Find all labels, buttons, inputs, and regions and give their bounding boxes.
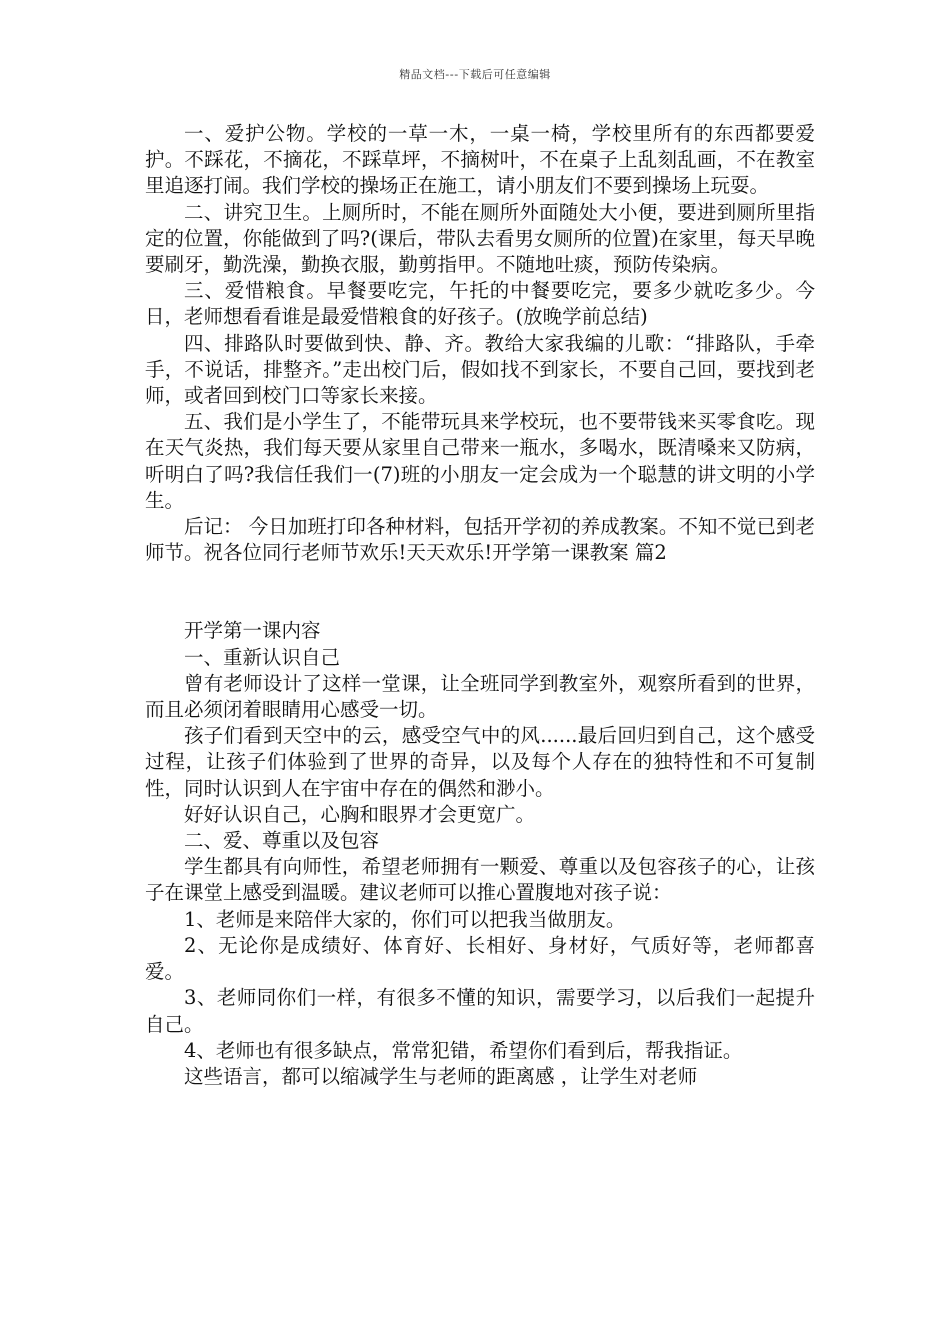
paragraph-hygiene: 二、讲究卫生。上厕所时，不能在厕所外面随处大小便，要进到厕所里指定的位置，你能做到了吗?(课后，带队去看男女厕所的位置)在家里，每天早晚要刷牙，勤洗澡，勤换衣服，勤剪指甲。不随地吐痰，预防传染病。 <box>145 200 815 277</box>
paragraph-protect-public-property: 一、爱护公物。学校的一草一木，一桌一椅，学校里所有的东西都要爱护。不踩花，不摘花，不踩草坪，不摘树叶，不在桌子上乱刻乱画，不在教室里追逐打闹。我们学校的操场正在施工，请小朋友们不要到操场上玩耍。 <box>145 122 815 198</box>
list-item-3: 3、老师同你们一样，有很多不懂的知识，需要学习，以后我们一起提升自己。 <box>145 986 815 1036</box>
paragraph-cherish-food: 三、爱惜粮食。早餐要吃完，午托的中餐要吃完，要多少就吃多少。今日，老师想看看谁是最爱惜粮食的好孩子。(放晚学前总结) <box>145 279 815 329</box>
paragraph-postscript: 后记： 今日加班打印各种材料，包括开学初的养成教案。不知不觉已到老师节。祝各位同行老师节欢乐!天天欢乐!开学第一课教案 篇2 <box>145 515 815 565</box>
heading-love-respect-tolerance: 二、爱、尊重以及包容 <box>184 829 380 853</box>
paragraph-closing-partial: 这些语言，都可以缩减学生与老师的距离感 ，让学生对老师 <box>184 1064 698 1088</box>
document-body <box>145 121 815 1090</box>
page-header-watermark: 精品文档---下载后可任意编辑 <box>399 68 551 81</box>
list-item-2: 2、无论你是成绩好、体育好、长相好、身材好，气质好等，老师都喜爱。 <box>145 933 815 984</box>
paragraph-know-yourself-summary: 好好认识自己，心胸和眼界才会更宽广。 <box>184 802 536 826</box>
section-spacer <box>145 566 815 618</box>
list-item-4: 4、老师也有很多缺点，常常犯错，希望你们看到后，帮我指证。 <box>184 1038 743 1062</box>
paragraph-teacher-attitude: 学生都具有向师性，希望老师拥有一颗爱、尊重以及包容孩子的心，让孩子在课堂上感受到温暖。建议老师可以推心置腹地对孩子说： <box>145 855 815 905</box>
paragraph-feel-the-world: 孩子们看到天空中的云，感受空气中的风......最后回归到自己，这个感受过程，让孩子们体验到了世界的奇异，以及每个人存在的独特性和不可复制性，同时认识到人在宇宙中存在的偶然和渺小。 <box>145 724 815 800</box>
paragraph-no-toys: 五、我们是小学生了，不能带玩具来学校玩，也不要带钱来买零食吃。现在天气炎热，我们每天要从家里自己带来一瓶水，多喝水，既清嗓来又防病，听明白了吗?我信任我们一(7)班的小朋友一定会成为一个聪慧的讲文明的小学生。 <box>145 410 815 512</box>
section-title: 开学第一课内容 <box>184 619 321 643</box>
paragraph-lesson-design: 曾有老师设计了这样一堂课，让全班同学到教室外，观察所看到的世界，而且必须闭着眼睛用心感受一切。 <box>145 671 815 722</box>
heading-know-yourself: 一、重新认识自己 <box>184 645 341 669</box>
paragraph-line-up: 四、排路队时要做到快、静、齐。教给大家我编的儿歌：“排路队，手牵手，不说话，排整齐。”走出校门后，假如找不到家长，不要自己回，要找到老师，或者回到校门口等家长来接。 <box>145 331 815 408</box>
list-item-1: 1、老师是来陪伴大家的，你们可以把我当做朋友。 <box>184 907 626 931</box>
